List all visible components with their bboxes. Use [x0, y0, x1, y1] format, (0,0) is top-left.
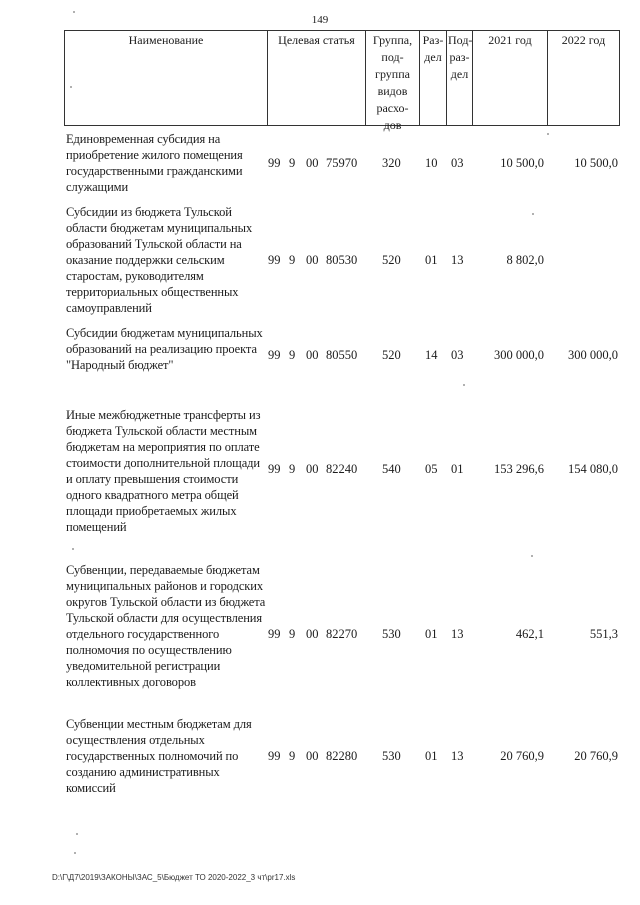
code-part-2: 9 — [289, 156, 296, 170]
code-part-2: 9 — [289, 627, 296, 641]
scan-speck — [531, 555, 533, 557]
value-2021: 462,1 — [515, 627, 544, 641]
section-code: 05 — [425, 462, 438, 476]
subsection-code: 13 — [451, 749, 464, 763]
table-header — [64, 30, 620, 132]
code-part-1: 99 — [268, 348, 281, 362]
scan-speck — [76, 833, 78, 835]
code-part-4: 80550 — [326, 348, 358, 362]
code-part-2: 9 — [289, 348, 296, 362]
row-name: Субсидии из бюджета Тульской области бюджетам муниципальных образований Тульской области на оказание поддержки сельским старостам, руководителям территориальных общественных самоуправлений — [66, 205, 253, 315]
group-code: 530 — [382, 749, 401, 763]
header-group: Группа, под- группа видов расхо- дов — [365, 31, 419, 125]
section-code: 01 — [425, 253, 438, 267]
group-code: 540 — [382, 462, 401, 476]
code-part-4: 82240 — [326, 462, 358, 476]
value-2022: 551,3 — [589, 627, 618, 641]
file-path-footer: D:\Г\Д7\2019\ЗАКОНЫ\ЗАС_5\Бюджет ТО 2020-2022_3 чт\pr17.xls — [52, 873, 296, 882]
code-part-3: 00 — [306, 749, 319, 763]
table-row — [64, 131, 620, 195]
section-code: 14 — [425, 348, 438, 362]
scan-speck — [73, 11, 75, 13]
code-part-4: 80530 — [326, 253, 358, 267]
section-code: 10 — [425, 156, 438, 170]
code-part-1: 99 — [268, 462, 281, 476]
value-2021: 10 500,0 — [500, 156, 544, 170]
code-part-3: 00 — [306, 253, 319, 267]
scan-speck — [547, 133, 549, 135]
subsection-code: 03 — [451, 348, 464, 362]
table-row — [64, 562, 620, 706]
scan-speck — [74, 852, 76, 854]
code-part-2: 9 — [289, 749, 296, 763]
scan-speck — [72, 548, 74, 550]
code-part-1: 99 — [268, 749, 281, 763]
value-2022: 300 000,0 — [568, 348, 618, 362]
value-2021: 300 000,0 — [494, 348, 544, 362]
code-part-3: 00 — [306, 462, 319, 476]
subsection-code: 01 — [451, 462, 464, 476]
group-code: 530 — [382, 627, 401, 641]
section-code: 01 — [425, 749, 438, 763]
value-2021: 8 802,0 — [506, 253, 544, 267]
page-number: 149 — [311, 14, 329, 26]
section-code: 01 — [425, 627, 438, 641]
group-code: 520 — [382, 348, 401, 362]
header-section: Раз- дел — [419, 31, 446, 125]
row-name: Единовременная субсидия на приобретение жилого помещения государственными гражданскими служащими — [66, 132, 243, 194]
scan-speck — [532, 213, 534, 215]
code-part-1: 99 — [268, 253, 281, 267]
scan-speck — [463, 384, 465, 386]
header-2021: 2021 год — [472, 31, 547, 125]
value-2021: 20 760,9 — [500, 749, 544, 763]
row-name: Субвенции местным бюджетам для осуществления отдельных государственных полномочий по созданию административных комиссий — [66, 717, 252, 795]
table-row — [64, 716, 620, 796]
code-part-1: 99 — [268, 156, 281, 170]
code-part-1: 99 — [268, 627, 281, 641]
scan-speck — [70, 86, 72, 88]
header-name: Наименование — [128, 33, 204, 47]
subsection-code: 03 — [451, 156, 464, 170]
table-row — [64, 407, 620, 535]
code-part-3: 00 — [306, 348, 319, 362]
group-code: 320 — [382, 156, 401, 170]
code-part-2: 9 — [289, 462, 296, 476]
code-part-3: 00 — [306, 156, 319, 170]
subsection-code: 13 — [451, 627, 464, 641]
row-name: Субвенции, передаваемые бюджетам муниципальных районов и городских округов Тульской области из бюджета Тульской области для осуществления отдельного государственного полномочия по осуществлению уведомительной регистрации коллективных договоров — [66, 563, 266, 689]
table-row — [64, 325, 620, 389]
value-2022: 20 760,9 — [574, 749, 618, 763]
row-name: Иные межбюджетные трансферты из бюджета Тульской области местным бюджетам на мероприятия по оплате стоимости дополнительной площади и оплату превышения стоимости одного квадратного метра общей площади приобретаемых жилых помещений — [66, 408, 261, 534]
value-2022: 154 080,0 — [568, 462, 618, 476]
code-part-4: 82280 — [326, 749, 358, 763]
header-target: Целевая статья — [267, 31, 365, 125]
value-2022: 10 500,0 — [574, 156, 618, 170]
value-2021: 153 296,6 — [494, 462, 544, 476]
code-part-4: 82270 — [326, 627, 358, 641]
header-2022: 2022 год — [547, 31, 619, 125]
header-subsection: Под- раз- дел — [446, 31, 472, 125]
code-part-3: 00 — [306, 627, 319, 641]
subsection-code: 13 — [451, 253, 464, 267]
table-row — [64, 204, 620, 316]
code-part-4: 75970 — [326, 156, 358, 170]
group-code: 520 — [382, 253, 401, 267]
code-part-2: 9 — [289, 253, 296, 267]
row-name: Субсидии бюджетам муниципальных образований на реализацию проекта "Народный бюджет" — [66, 326, 263, 372]
budget-table — [64, 30, 620, 132]
